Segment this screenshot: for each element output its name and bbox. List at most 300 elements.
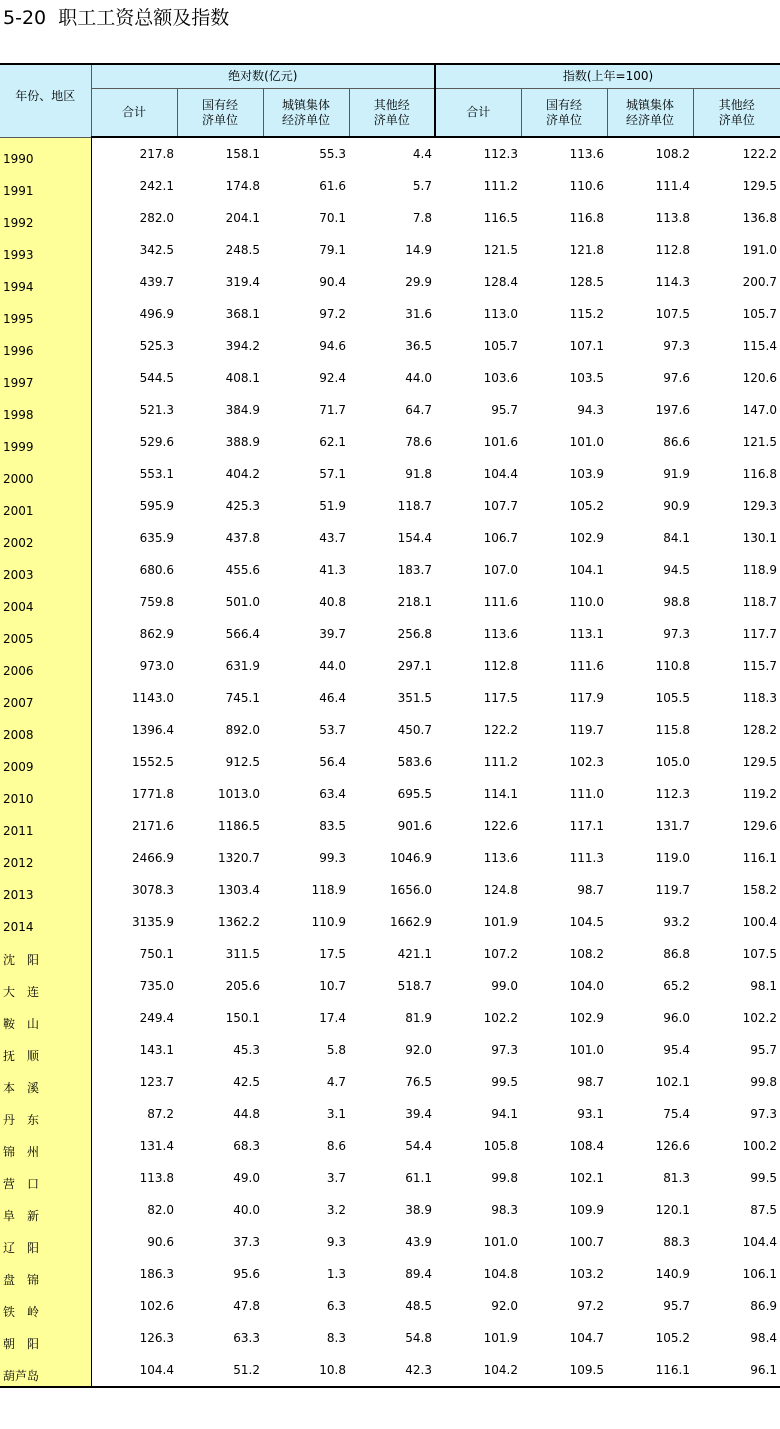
table-cell: 745.1 — [225, 691, 260, 705]
table-cell: 106.7 — [483, 531, 518, 545]
table-cell: 104.4 — [742, 1235, 778, 1249]
table-cell: 91.8 — [405, 467, 432, 481]
table-cell: 96.0 — [663, 1011, 690, 1025]
table-cell: 101.6 — [483, 435, 518, 449]
table-cell: 44.8 — [233, 1107, 260, 1121]
table-row — [0, 554, 780, 586]
table-cell: 118.7 — [397, 499, 432, 513]
table-cell: 501.0 — [225, 595, 260, 609]
table-cell: 437.8 — [225, 531, 260, 545]
table-row — [0, 458, 780, 490]
row-label: 阜 新 — [0, 1194, 91, 1226]
table-cell: 105.8 — [483, 1139, 518, 1153]
table-cell: 87.5 — [750, 1203, 778, 1217]
table-row — [0, 202, 780, 234]
table-cell: 544.5 — [139, 371, 174, 385]
table-cell: 108.4 — [569, 1139, 604, 1153]
table-cell: 115.7 — [742, 659, 778, 673]
table-cell: 3078.3 — [132, 883, 174, 897]
table-cell: 65.2 — [663, 979, 690, 993]
table-cell: 631.9 — [225, 659, 260, 673]
row-label: 朝 阳 — [0, 1322, 91, 1354]
table-cell: 143.1 — [139, 1043, 174, 1057]
table-cell: 9.3 — [326, 1235, 346, 1249]
row-label: 大 连 — [0, 970, 91, 1002]
row-label: 1992 — [0, 202, 91, 234]
table-cell: 735.0 — [139, 979, 174, 993]
table-cell: 115.8 — [655, 723, 690, 737]
row-label: 2007 — [0, 682, 91, 714]
col-header-idx-total: 合计 — [435, 89, 521, 138]
table-cell: 98.8 — [663, 595, 690, 609]
table-cell: 90.6 — [147, 1235, 174, 1249]
table-cell: 86.8 — [663, 947, 690, 961]
table-cell: 45.3 — [233, 1043, 260, 1057]
table-cell: 10.8 — [263, 1354, 349, 1387]
table-cell: 105.2 — [569, 499, 604, 513]
table-cell: 109.5 — [521, 1354, 607, 1387]
table-row — [0, 1002, 780, 1034]
table-cell: 86.6 — [663, 435, 690, 449]
table-cell: 101.9 — [483, 915, 518, 929]
table-row — [0, 137, 780, 170]
table-cell: 111.6 — [569, 659, 604, 673]
table-row — [0, 1034, 780, 1066]
table-cell: 103.9 — [569, 467, 604, 481]
row-label: 辽 阳 — [0, 1226, 91, 1258]
table-cell: 100.2 — [742, 1139, 778, 1153]
table-cell: 95.7 — [663, 1299, 690, 1313]
table-cell: 450.7 — [397, 723, 432, 737]
table-cell: 81.9 — [405, 1011, 432, 1025]
table-cell: 42.5 — [233, 1075, 260, 1089]
row-label: 2008 — [0, 714, 91, 746]
table-cell: 104.1 — [569, 563, 604, 577]
table-row — [0, 266, 780, 298]
table-row — [0, 522, 780, 554]
table-cell: 97.3 — [491, 1043, 518, 1057]
table-cell: 635.9 — [139, 531, 174, 545]
table-cell: 104.8 — [483, 1267, 518, 1281]
table-cell: 87.2 — [147, 1107, 174, 1121]
table-cell: 49.0 — [233, 1171, 260, 1185]
table-cell: 1186.5 — [218, 819, 260, 833]
table-cell: 174.8 — [225, 179, 260, 193]
table-cell: 112.8 — [483, 659, 518, 673]
row-label: 葫芦岛 — [0, 1354, 91, 1387]
table-cell: 97.3 — [663, 339, 690, 353]
table-cell: 108.2 — [655, 147, 690, 161]
table-cell: 8.3 — [326, 1331, 346, 1345]
table-cell: 46.4 — [319, 691, 346, 705]
table-cell: 197.6 — [655, 403, 690, 417]
table-cell: 106.1 — [742, 1267, 778, 1281]
col-header-idx-state — [521, 89, 607, 138]
table-cell: 394.2 — [225, 339, 260, 353]
table-row — [0, 586, 780, 618]
table-row — [0, 1098, 780, 1130]
table-cell: 116.1 — [742, 851, 778, 865]
table-cell: 110.9 — [311, 915, 346, 929]
table-cell: 342.5 — [139, 243, 174, 257]
row-label: 2005 — [0, 618, 91, 650]
table-cell: 56.4 — [319, 755, 346, 769]
table-cell: 86.9 — [750, 1299, 778, 1313]
table-cell: 111.4 — [655, 179, 690, 193]
table-cell: 384.9 — [225, 403, 260, 417]
table-cell: 129.6 — [742, 819, 778, 833]
table-cell: 117.1 — [569, 819, 604, 833]
table-cell: 117.9 — [569, 691, 604, 705]
table-row — [0, 426, 780, 458]
table-cell: 98.3 — [491, 1203, 518, 1217]
table-row — [0, 842, 780, 874]
table-cell: 107.7 — [483, 499, 518, 513]
table-cell: 103.2 — [569, 1267, 604, 1281]
table-cell: 104.0 — [569, 979, 604, 993]
table-cell: 95.7 — [491, 403, 518, 417]
table-row — [0, 1162, 780, 1194]
table-row — [0, 298, 780, 330]
table-cell: 368.1 — [225, 307, 260, 321]
col-header-text: 城镇集体 经济单位 — [281, 97, 330, 127]
table-cell: 186.3 — [139, 1267, 174, 1281]
table-cell: 121.5 — [742, 435, 778, 449]
table-cell: 695.5 — [397, 787, 432, 801]
table-cell: 105.0 — [655, 755, 690, 769]
table-cell: 311.5 — [225, 947, 260, 961]
table-cell: 105.7 — [742, 307, 778, 321]
table-cell: 78.6 — [405, 435, 432, 449]
table-cell: 1046.9 — [390, 851, 432, 865]
table-row — [0, 394, 780, 426]
table-cell: 4.4 — [412, 147, 432, 161]
table-cell: 183.7 — [397, 563, 432, 577]
table-cell: 99.8 — [750, 1075, 778, 1089]
row-label: 铁 岭 — [0, 1290, 91, 1322]
row-label: 2006 — [0, 650, 91, 682]
table-cell: 583.6 — [397, 755, 432, 769]
table-cell: 158.2 — [742, 883, 778, 897]
row-label-header: 年份、地区 — [0, 64, 91, 137]
table-cell: 79.1 — [319, 243, 346, 257]
table-cell: 99.5 — [750, 1171, 778, 1185]
row-label: 1997 — [0, 362, 91, 394]
table-cell: 111.0 — [569, 787, 604, 801]
table-cell: 680.6 — [139, 563, 174, 577]
table-cell: 103.6 — [483, 371, 518, 385]
table-cell: 892.0 — [225, 723, 260, 737]
table-cell: 750.1 — [139, 947, 174, 961]
row-label: 2013 — [0, 874, 91, 906]
table-cell: 120.1 — [655, 1203, 690, 1217]
table-cell: 131.7 — [655, 819, 690, 833]
table-cell: 118.9 — [311, 883, 346, 897]
table-cell: 242.1 — [139, 179, 174, 193]
table-cell: 105.7 — [483, 339, 518, 353]
table-cell: 113.1 — [569, 627, 604, 641]
table-cell: 117.5 — [483, 691, 518, 705]
col-header-text: 国有经 济单位 — [545, 97, 582, 127]
table-cell: 55.3 — [319, 147, 346, 161]
row-label: 1990 — [0, 137, 91, 170]
table-cell: 98.7 — [577, 1075, 604, 1089]
table-cell: 105.5 — [655, 691, 690, 705]
table-cell: 61.6 — [319, 179, 346, 193]
table-cell: 95.7 — [750, 1043, 778, 1057]
table-cell: 44.0 — [405, 371, 432, 385]
table-cell: 111.6 — [483, 595, 518, 609]
col-header-idx-collective — [607, 89, 693, 138]
table-cell: 113.8 — [655, 211, 690, 225]
table-cell: 122.2 — [483, 723, 518, 737]
row-label: 1998 — [0, 394, 91, 426]
table-cell: 1143.0 — [132, 691, 174, 705]
table-cell: 111.2 — [483, 179, 518, 193]
table-cell: 31.6 — [405, 307, 432, 321]
table-cell: 37.3 — [233, 1235, 260, 1249]
table-cell: 123.7 — [139, 1075, 174, 1089]
table-cell: 38.9 — [405, 1203, 432, 1217]
table-cell: 150.1 — [225, 1011, 260, 1025]
table-cell: 496.9 — [139, 307, 174, 321]
table-cell: 109.9 — [569, 1203, 604, 1217]
row-label: 1996 — [0, 330, 91, 362]
table-cell: 112.3 — [655, 787, 690, 801]
table-cell: 218.1 — [397, 595, 432, 609]
table-row — [0, 1194, 780, 1226]
table-row — [0, 970, 780, 1002]
table-cell: 521.3 — [139, 403, 174, 417]
col-header-abs-collective — [263, 89, 349, 138]
table-cell: 124.8 — [483, 883, 518, 897]
table-cell: 118.9 — [742, 563, 778, 577]
table-cell: 47.8 — [233, 1299, 260, 1313]
table-cell: 93.1 — [577, 1107, 604, 1121]
table-cell: 98.1 — [750, 979, 778, 993]
table-cell: 1013.0 — [218, 787, 260, 801]
table-cell: 102.6 — [139, 1299, 174, 1313]
table-cell: 128.2 — [742, 723, 778, 737]
row-label: 2000 — [0, 458, 91, 490]
table-cell: 84.1 — [663, 531, 690, 545]
col-header-abs-other — [349, 89, 435, 138]
table-cell: 104.5 — [569, 915, 604, 929]
table-cell: 42.3 — [349, 1354, 435, 1387]
table-cell: 105.2 — [655, 1331, 690, 1345]
table-cell: 102.1 — [569, 1171, 604, 1185]
wage-table — [0, 63, 780, 1388]
table-cell: 99.8 — [491, 1171, 518, 1185]
table-cell: 3.1 — [326, 1107, 346, 1121]
table-cell: 5.7 — [412, 179, 432, 193]
table-cell: 118.7 — [742, 595, 778, 609]
col-header-abs-state — [177, 89, 263, 138]
table-cell: 116.5 — [483, 211, 518, 225]
table-cell: 525.3 — [139, 339, 174, 353]
table-row — [0, 1258, 780, 1290]
table-cell: 113.6 — [569, 147, 604, 161]
table-cell: 116.8 — [742, 467, 778, 481]
table-cell: 57.1 — [319, 467, 346, 481]
table-cell: 101.0 — [483, 1235, 518, 1249]
col-header-text: 其他经 济单位 — [718, 97, 755, 127]
table-cell: 53.7 — [319, 723, 346, 737]
table-row — [0, 874, 780, 906]
table-cell: 1662.9 — [390, 915, 432, 929]
table-cell: 102.2 — [483, 1011, 518, 1025]
table-cell: 126.6 — [655, 1139, 690, 1153]
table-cell: 110.8 — [655, 659, 690, 673]
table-cell: 103.5 — [569, 371, 604, 385]
table-cell: 96.1 — [693, 1354, 780, 1387]
table-cell: 61.1 — [405, 1171, 432, 1185]
table-row — [0, 1322, 780, 1354]
table-cell: 97.2 — [577, 1299, 604, 1313]
table-cell: 97.3 — [663, 627, 690, 641]
table-cell: 92.0 — [491, 1299, 518, 1313]
page-title: 5-20 职工工资总额及指数 — [3, 7, 230, 29]
table-row — [0, 1354, 780, 1387]
table-cell: 41.3 — [319, 563, 346, 577]
table-row — [0, 330, 780, 362]
table-cell: 71.7 — [319, 403, 346, 417]
table-cell: 1320.7 — [218, 851, 260, 865]
table-cell: 94.5 — [663, 563, 690, 577]
table-cell: 102.9 — [569, 1011, 604, 1025]
table-cell: 121.8 — [569, 243, 604, 257]
table-cell: 421.1 — [397, 947, 432, 961]
table-cell: 297.1 — [397, 659, 432, 673]
table-row — [0, 682, 780, 714]
table-cell: 205.6 — [225, 979, 260, 993]
table-cell: 101.0 — [569, 435, 604, 449]
table-cell: 110.0 — [569, 595, 604, 609]
table-cell: 862.9 — [139, 627, 174, 641]
table-cell: 117.7 — [742, 627, 778, 641]
row-label: 沈 阳 — [0, 938, 91, 970]
table-cell: 140.9 — [655, 1267, 690, 1281]
table-cell: 1.3 — [326, 1267, 346, 1281]
table-cell: 110.6 — [569, 179, 604, 193]
table-cell: 113.8 — [139, 1171, 174, 1185]
table-cell: 249.4 — [139, 1011, 174, 1025]
table-cell: 104.2 — [435, 1354, 521, 1387]
table-cell: 147.0 — [742, 403, 778, 417]
table-cell: 204.1 — [225, 211, 260, 225]
row-label: 丹 东 — [0, 1098, 91, 1130]
table-cell: 36.5 — [405, 339, 432, 353]
table-cell: 351.5 — [397, 691, 432, 705]
table-cell: 119.0 — [655, 851, 690, 865]
table-cell: 102.3 — [569, 755, 604, 769]
table-cell: 518.7 — [397, 979, 432, 993]
table-row — [0, 1130, 780, 1162]
table-cell: 112.3 — [483, 147, 518, 161]
table-cell: 81.3 — [663, 1171, 690, 1185]
table-cell: 43.7 — [319, 531, 346, 545]
table-cell: 98.7 — [577, 883, 604, 897]
table-cell: 102.1 — [655, 1075, 690, 1089]
table-cell: 120.6 — [742, 371, 778, 385]
row-label: 1995 — [0, 298, 91, 330]
table-cell: 759.8 — [139, 595, 174, 609]
table-cell: 131.4 — [139, 1139, 174, 1153]
table-cell: 595.9 — [139, 499, 174, 513]
table-cell: 115.2 — [569, 307, 604, 321]
group-header-absolute: 绝对数(亿元) — [91, 64, 435, 89]
table-cell: 94.6 — [319, 339, 346, 353]
table-cell: 90.9 — [663, 499, 690, 513]
table-cell: 128.4 — [483, 275, 518, 289]
table-cell: 95.6 — [233, 1267, 260, 1281]
table-cell: 104.4 — [91, 1354, 177, 1387]
table-cell: 129.5 — [742, 755, 778, 769]
table-cell: 319.4 — [225, 275, 260, 289]
table-cell: 529.6 — [139, 435, 174, 449]
row-label: 盘 锦 — [0, 1258, 91, 1290]
row-label: 2010 — [0, 778, 91, 810]
table-cell: 98.4 — [750, 1331, 778, 1345]
table-cell: 94.3 — [577, 403, 604, 417]
table-cell: 100.4 — [742, 915, 778, 929]
table-cell: 136.8 — [742, 211, 778, 225]
row-label: 锦 州 — [0, 1130, 91, 1162]
row-label: 鞍 山 — [0, 1002, 91, 1034]
table-row — [0, 746, 780, 778]
group-header-index: 指数(上年=100) — [435, 64, 780, 89]
table-cell: 122.6 — [483, 819, 518, 833]
table-cell: 200.7 — [742, 275, 778, 289]
row-label: 2001 — [0, 490, 91, 522]
row-label: 1991 — [0, 170, 91, 202]
col-header-text: 城镇集体 经济单位 — [625, 97, 674, 127]
table-cell: 29.9 — [405, 275, 432, 289]
table-cell: 2466.9 — [132, 851, 174, 865]
table-cell: 1552.5 — [132, 755, 174, 769]
table-cell: 99.3 — [319, 851, 346, 865]
table-cell: 129.5 — [742, 179, 778, 193]
table-row — [0, 234, 780, 266]
table-cell: 114.3 — [655, 275, 690, 289]
col-header-abs-total: 合计 — [91, 89, 177, 138]
table-cell: 107.0 — [483, 563, 518, 577]
table-cell: 126.3 — [139, 1331, 174, 1345]
table-cell: 115.4 — [742, 339, 778, 353]
table-cell: 62.1 — [319, 435, 346, 449]
table-cell: 75.4 — [663, 1107, 690, 1121]
table-cell: 54.8 — [405, 1331, 432, 1345]
col-header-text: 其他经 济单位 — [373, 97, 410, 127]
table-cell: 92.4 — [319, 371, 346, 385]
table-cell: 76.5 — [405, 1075, 432, 1089]
table-cell: 1362.2 — [218, 915, 260, 929]
table-cell: 2171.6 — [132, 819, 174, 833]
table-cell: 83.5 — [319, 819, 346, 833]
table-cell: 94.1 — [491, 1107, 518, 1121]
table-cell: 107.2 — [483, 947, 518, 961]
table-cell: 119.7 — [655, 883, 690, 897]
row-label: 2009 — [0, 746, 91, 778]
table-cell: 54.4 — [405, 1139, 432, 1153]
table-cell: 70.1 — [319, 211, 346, 225]
table-cell: 455.6 — [225, 563, 260, 577]
table-cell: 88.3 — [663, 1235, 690, 1249]
table-cell: 1396.4 — [132, 723, 174, 737]
table-cell: 95.4 — [663, 1043, 690, 1057]
row-label: 2002 — [0, 522, 91, 554]
table-row — [0, 810, 780, 842]
